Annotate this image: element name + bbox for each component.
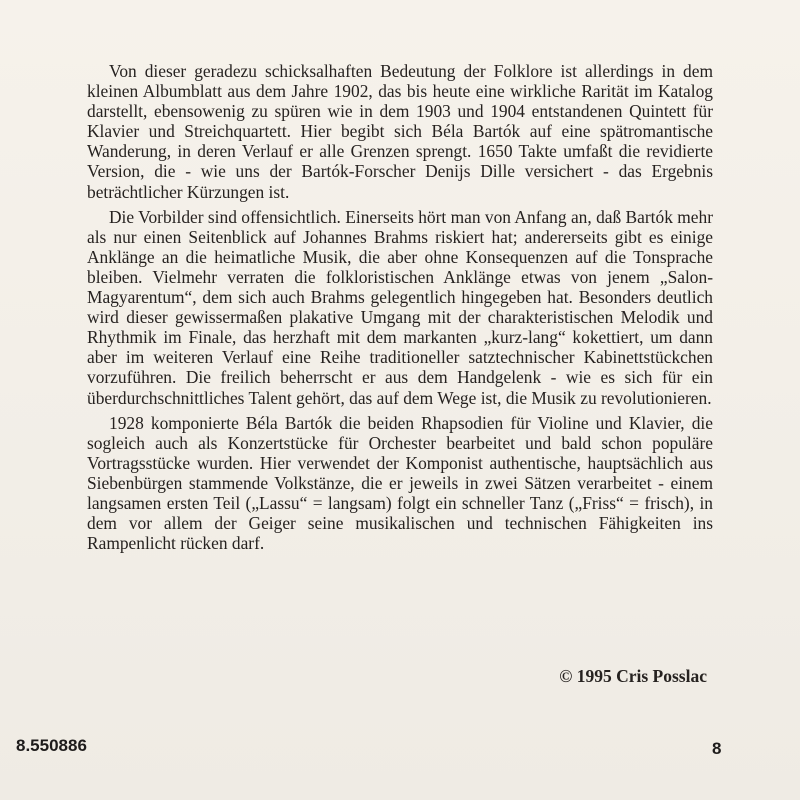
essay-paragraph-3: 1928 komponierte Béla Bartók die beiden Rhapsodien für Violine und Klavier, die sogleich auch als Konzertstücke für Orchester bearbeitet und bald schon populäre Vortragsstücke wurden. Hier verwendet der Komponist authentische, hauptsächlich aus Siebenbürgen stammende Volkstänze, die er jeweils in zwei Sätzen verarbeitet - einem langsamen ersten Teil („Lassu“ = langsam) folgt ein schneller Tanz („Friss“ = frisch), in dem vor allem der Geiger seine musikalischen und technischen Fähigkeiten ins Rampenlicht rücken darf. (87, 412, 713, 554)
essay-paragraph-2: Die Vorbilder sind offensichtlich. Einerseits hört man von Anfang an, daß Bartók mehr als nur einen Seitenblick auf Johannes Brahms riskiert hat; andererseits gibt es einige Anklänge an die heimatliche Musik, die aber ohne Konsequenzen auf die Tonsprache bleiben. Vielmehr verraten die folkloristischen Anklänge etwas von jenem „Salon-Magyarentum“, dem sich auch Brahms gelegentlich hingegeben hat. Besonders deutlich wird dieser gewissermaßen plakative Umgang mit der charakteristischen Melodik und Rhythmik im Finale, das herzhaft mit dem markanten „kurz-lang“ kokettiert, um dann aber im weiteren Verlauf eine Reihe traditioneller satztechnischer Kabinettstückchen vorzuführen. Die freilich beherrscht er aus dem Handgelenk - wie es sich für ein überdurchschnittliches Talent gehört, das auf dem Wege ist, die Musik zu revolutionieren. (87, 206, 713, 408)
catalog-number: 8.550886 (16, 736, 87, 755)
essay-text (87, 61, 713, 558)
essay-paragraph-1: Von dieser geradezu schicksalhaften Bedeutung der Folklore ist allerdings in dem kleinen Albumblatt aus dem Jahre 1902, das bis heute eine wirkliche Rarität im Katalog darstellt, ebensowenig zu spüren wie in dem 1903 und 1904 entstandenen Quintett für Klavier und Streichquartett. Hier begibt sich Béla Bartók auf eine spätromantische Wanderung, in deren Verlauf er alle Grenzen sprengt. 1650 Takte umfaßt die revidierte Version, die - wie uns der Bartók-Forscher Denijs Dille versichert - das Ergebnis beträchtlicher Kürzungen ist. (87, 61, 713, 202)
author-credit: © 1995 Cris Posslac (559, 666, 707, 686)
page-number: 8 (712, 739, 722, 758)
